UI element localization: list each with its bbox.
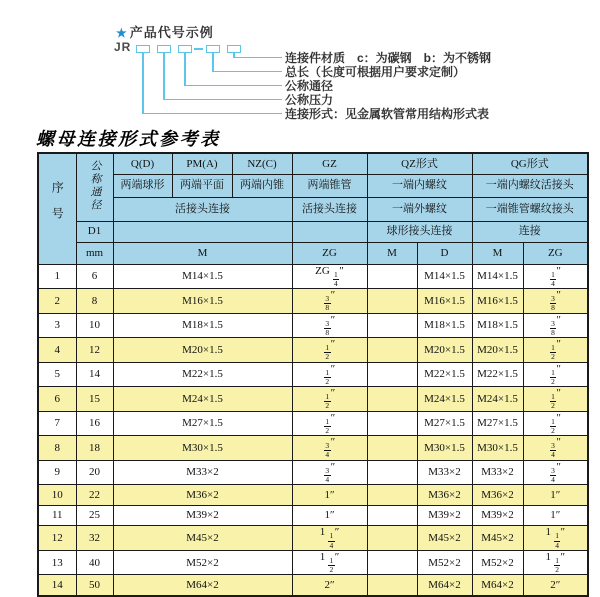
cell-qg_m: M36×2 [472, 485, 523, 506]
table-row [38, 362, 588, 387]
cell-mm: 6 [76, 264, 113, 289]
cell-qg_zg: 1″ [523, 505, 588, 526]
cell-zg: $\frac{1}{2}$ ″ [292, 411, 367, 436]
header-unit-zg: ZG [292, 242, 367, 264]
header-unit-qz-m: M [367, 242, 417, 264]
cell-qg_zg: $\frac{1}{4}$ ″ [523, 264, 588, 289]
cell-qg_m: M14×1.5 [472, 264, 523, 289]
header-col-qg: QG形式 [472, 153, 588, 174]
cell-qz_m [367, 362, 417, 387]
cell-qg_zg: 1 $\frac{1}{4}$ ″ [523, 526, 588, 551]
cell-qz_m [367, 289, 417, 314]
fraction: $\frac{3}{8}$ [551, 318, 555, 337]
table-body [38, 264, 588, 596]
cell-qg_zg: $\frac{1}{2}$ ″ [523, 362, 588, 387]
cell-qz_m [367, 313, 417, 338]
table-row [38, 338, 588, 363]
cell-m: M39×2 [113, 505, 292, 526]
fraction: $\frac{1}{4}$ [555, 531, 559, 550]
product-code-prefix: JR [114, 40, 132, 54]
fraction: $\frac{1}{2}$ [325, 343, 330, 362]
cell-m: M20×1.5 [113, 338, 292, 363]
header-q-ends: 两端球形 [113, 174, 172, 197]
cell-qz_d: M16×1.5 [417, 289, 472, 314]
fraction: $\frac{1}{2}$ [555, 555, 559, 575]
cell-zg: $\frac{3}{4}$ ″ [292, 436, 367, 461]
cell-qz_d: M39×2 [417, 505, 472, 526]
cell-m: M16×1.5 [113, 289, 292, 314]
cell-m: M27×1.5 [113, 411, 292, 436]
connector-line [233, 57, 282, 59]
fraction: $\frac{1}{2}$ [551, 367, 555, 386]
table-row [38, 289, 588, 314]
cell-zg: $\frac{3}{4}$ ″ [292, 460, 367, 485]
cell-seq: 7 [38, 411, 76, 436]
cell-qg_m: M22×1.5 [472, 362, 523, 387]
fraction: $\frac{1}{2}$ [551, 343, 555, 362]
cell-qz_m [367, 411, 417, 436]
header-qg-end1: 一端内螺纹活接头 [472, 174, 588, 197]
cell-m: M45×2 [113, 526, 292, 551]
nut-connection-table [37, 152, 589, 597]
fraction: $\frac{1}{2}$ [325, 367, 330, 386]
cell-mm: 25 [76, 505, 113, 526]
header-gz-ends: 两端锥管 [292, 174, 367, 197]
cell-zg: $\frac{1}{2}$ ″ [292, 362, 367, 387]
diagram-title [116, 22, 214, 41]
cell-zg: 1 $\frac{1}{4}$ ″ [292, 526, 367, 551]
table-row [38, 264, 588, 289]
cell-qg_zg: $\frac{1}{2}$ ″ [523, 411, 588, 436]
cell-seq: 4 [38, 338, 76, 363]
table-row [38, 550, 588, 575]
cell-qz_d: M45×2 [417, 526, 472, 551]
cell-mm: 12 [76, 338, 113, 363]
cell-qz_m [367, 338, 417, 363]
cell-m: M33×2 [113, 460, 292, 485]
cell-mm: 20 [76, 460, 113, 485]
connector-line [163, 52, 165, 100]
cell-qz_m [367, 575, 417, 596]
cell-qg_zg: $\frac{3}{4}$ ″ [523, 460, 588, 485]
cell-m: M24×1.5 [113, 387, 292, 412]
cell-qz_d: M18×1.5 [417, 313, 472, 338]
fraction: $\frac{1}{2}$ [325, 416, 330, 435]
cell-qz_d: M52×2 [417, 550, 472, 575]
cell-qg_zg: $\frac{1}{2}$ ″ [523, 338, 588, 363]
cell-seq: 9 [38, 460, 76, 485]
header-union-connection: 活接头连接 [113, 197, 292, 221]
cell-qz_d: M33×2 [417, 460, 472, 485]
fraction: $\frac{1}{2}$ [325, 392, 330, 411]
cell-qz_m [367, 550, 417, 575]
cell-qz_m [367, 460, 417, 485]
cell-qg_zg: 2″ [523, 575, 588, 596]
cell-qg_m: M30×1.5 [472, 436, 523, 461]
cell-seq: 8 [38, 436, 76, 461]
fraction: $\frac{1}{2}$ [551, 416, 555, 435]
header-qz-end1: 一端内螺纹 [367, 174, 472, 197]
cell-qz_d: M24×1.5 [417, 387, 472, 412]
fraction: $\frac{3}{8}$ [325, 294, 330, 313]
header-unit-mm: mm [76, 242, 113, 264]
header-qg-connection: 连接 [472, 221, 588, 242]
header-col-nz: NZ(C) [232, 153, 292, 174]
table-row [38, 505, 588, 526]
table-row [38, 575, 588, 596]
cell-seq: 12 [38, 526, 76, 551]
table-row [38, 460, 588, 485]
cell-qg_m: M20×1.5 [472, 338, 523, 363]
cell-qg_m: M18×1.5 [472, 313, 523, 338]
cell-mm: 18 [76, 436, 113, 461]
cell-seq: 1 [38, 264, 76, 289]
cell-seq: 5 [38, 362, 76, 387]
cell-m: M18×1.5 [113, 313, 292, 338]
cell-mm: 50 [76, 575, 113, 596]
fraction: $\frac{3}{8}$ [551, 294, 555, 313]
cell-m: M36×2 [113, 485, 292, 506]
header-empty-left [113, 221, 292, 242]
cell-qg_m: M39×2 [472, 505, 523, 526]
cell-m: M22×1.5 [113, 362, 292, 387]
cell-mm: 22 [76, 485, 113, 506]
fraction: $\frac{3}{4}$ [325, 441, 330, 460]
cell-qz_d: M27×1.5 [417, 411, 472, 436]
cell-mm: 16 [76, 411, 113, 436]
header-gz-connection: 活接头连接 [292, 197, 367, 221]
cell-qg_zg: $\frac{3}{8}$ ″ [523, 313, 588, 338]
header-empty-gz [292, 221, 367, 242]
table-row [38, 411, 588, 436]
cell-mm: 10 [76, 313, 113, 338]
cell-zg: 1″ [292, 485, 367, 506]
header-nominal-diameter [76, 153, 113, 221]
cell-qz_m [367, 387, 417, 412]
table-row [38, 485, 588, 506]
diagram-title-text: 产品代号示例 [129, 25, 214, 40]
table-row [38, 526, 588, 551]
header-qg-end2: 一端锥管螺纹接头 [472, 197, 588, 221]
code-label-conn-form: 连接形式：见金属软管常用结构形式表 [285, 107, 490, 121]
cell-qg_zg: $\frac{1}{2}$ ″ [523, 387, 588, 412]
connector-line [184, 52, 186, 86]
cell-mm: 14 [76, 362, 113, 387]
cell-mm: 8 [76, 289, 113, 314]
fraction: $\frac{1}{4}$ [551, 269, 555, 288]
cell-seq: 2 [38, 289, 76, 314]
cell-qg_m: M52×2 [472, 550, 523, 575]
fraction: $\frac{1}{4}$ [334, 269, 338, 288]
cell-qz_m [367, 436, 417, 461]
cell-seq: 11 [38, 505, 76, 526]
code-label-diameter: 公称通径 [285, 79, 334, 93]
table-row [38, 313, 588, 338]
cell-seq: 10 [38, 485, 76, 506]
cell-qg_zg: $\frac{3}{8}$ ″ [523, 289, 588, 314]
connector-line [212, 71, 282, 73]
fraction: $\frac{3}{8}$ [325, 318, 330, 337]
connector-line [142, 52, 144, 114]
cell-qz_d: M30×1.5 [417, 436, 472, 461]
table-row [38, 387, 588, 412]
cell-qg_m: M16×1.5 [472, 289, 523, 314]
header-unit-qg-m: M [472, 242, 523, 264]
cell-seq: 13 [38, 550, 76, 575]
header-col-gz: GZ [292, 153, 367, 174]
header-col-q: Q(D) [113, 153, 172, 174]
cell-zg: $\frac{3}{8}$ ″ [292, 289, 367, 314]
cell-qz_d: M22×1.5 [417, 362, 472, 387]
cell-seq: 3 [38, 313, 76, 338]
cell-qz_m [367, 505, 417, 526]
cell-qg_m: M64×2 [472, 575, 523, 596]
header-nz-ends: 两端内锥 [232, 174, 292, 197]
header-seq-label: 序号 [50, 181, 65, 234]
code-label-length: 总长（长度可根据用户要求定制） [285, 65, 466, 79]
fraction: $\frac{1}{2}$ [551, 392, 555, 411]
table-row [38, 436, 588, 461]
cell-zg: $\frac{1}{2}$ ″ [292, 387, 367, 412]
cell-qg_zg: 1″ [523, 485, 588, 506]
cell-qg_m: M45×2 [472, 526, 523, 551]
code-label-material: 连接件材质 c：为碳钢 b：为不锈钢 [285, 51, 492, 65]
cell-qg_m: M33×2 [472, 460, 523, 485]
header-nominal-diameter-label: 公称通径 [89, 159, 101, 212]
header-d1: D1 [76, 221, 113, 242]
header-unit-qg-zg: ZG [523, 242, 588, 264]
cell-qz_m [367, 264, 417, 289]
cell-mm: 15 [76, 387, 113, 412]
cell-m: M30×1.5 [113, 436, 292, 461]
header-pm-ends: 两端平面 [172, 174, 232, 197]
code-dash [194, 48, 203, 50]
cell-qz_d: M14×1.5 [417, 264, 472, 289]
cell-zg: 2″ [292, 575, 367, 596]
cell-m: M52×2 [113, 550, 292, 575]
cell-qz_m [367, 526, 417, 551]
cell-seq: 6 [38, 387, 76, 412]
connector-line [142, 113, 282, 115]
header-unit-m: M [113, 242, 292, 264]
cell-zg: ZG $\frac{1}{4}$ ″ [292, 264, 367, 289]
cell-qg_zg: $\frac{3}{4}$ ″ [523, 436, 588, 461]
fraction: $\frac{3}{4}$ [551, 465, 555, 484]
cell-qg_m: M24×1.5 [472, 387, 523, 412]
cell-mm: 40 [76, 550, 113, 575]
fraction: $\frac{1}{2}$ [329, 555, 334, 575]
connector-line [212, 52, 214, 72]
header-unit-qz-d: D [417, 242, 472, 264]
header-col-qz: QZ形式 [367, 153, 472, 174]
cell-qz_m [367, 485, 417, 506]
cell-qz_d: M64×2 [417, 575, 472, 596]
code-label-pressure: 公称压力 [285, 93, 334, 107]
fraction: $\frac{3}{4}$ [551, 441, 555, 460]
connector-line [163, 99, 282, 101]
table-title: 螺母连接形式参考表 [36, 129, 221, 149]
cell-zg: $\frac{1}{2}$ ″ [292, 338, 367, 363]
cell-qz_d: M36×2 [417, 485, 472, 506]
header-col-pm: PM(A) [172, 153, 232, 174]
cell-zg: 1″ [292, 505, 367, 526]
fraction: $\frac{3}{4}$ [325, 465, 330, 484]
cell-qg_zg: 1 $\frac{1}{2}$ ″ [523, 550, 588, 575]
cell-qg_m: M27×1.5 [472, 411, 523, 436]
cell-m: M64×2 [113, 575, 292, 596]
header-qz-end2: 一端外螺纹 [367, 197, 472, 221]
header-qz-connection: 球形接头连接 [367, 221, 472, 242]
star-icon: ★ [116, 26, 128, 40]
connector-line [184, 85, 282, 87]
cell-m: M14×1.5 [113, 264, 292, 289]
header-seq [38, 153, 76, 264]
cell-mm: 32 [76, 526, 113, 551]
cell-qz_d: M20×1.5 [417, 338, 472, 363]
fraction: $\frac{1}{4}$ [329, 531, 334, 550]
cell-zg: 1 $\frac{1}{2}$ ″ [292, 550, 367, 575]
cell-zg: $\frac{3}{8}$ ″ [292, 313, 367, 338]
cell-seq: 14 [38, 575, 76, 596]
